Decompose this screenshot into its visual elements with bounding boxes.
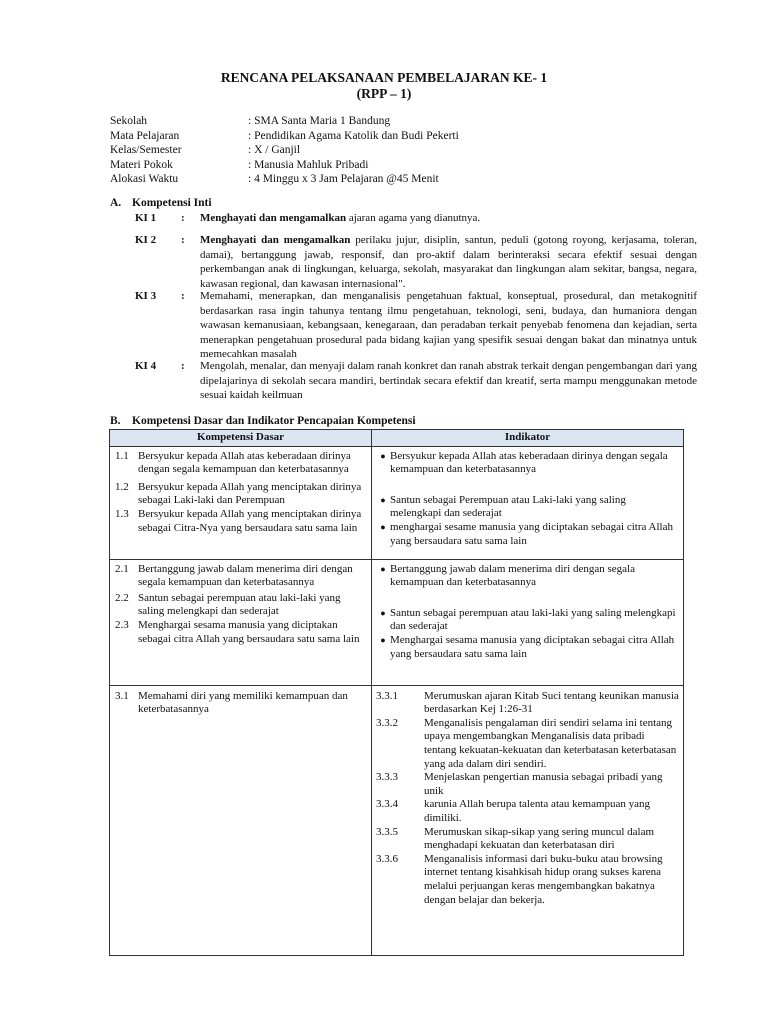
column-header-kompetensi-dasar: Kompetensi Dasar bbox=[110, 430, 372, 447]
kd-text: Bertanggung jawab dalam menerima diri dengan segala kemampuan dan keterbatasannya bbox=[138, 562, 353, 589]
info-row-materi-pokok bbox=[110, 158, 459, 173]
indikator-item bbox=[376, 563, 679, 590]
indikator-number: 3.3.6 bbox=[376, 852, 398, 865]
info-row-sekolah bbox=[110, 114, 459, 129]
info-value: : SMA Santa Maria 1 Bandung bbox=[248, 115, 391, 127]
info-row-kelas-semester bbox=[110, 143, 459, 158]
section-b-heading bbox=[110, 415, 416, 427]
indikator-number: 3.3.4 bbox=[376, 798, 398, 811]
ki-body-text: perilaku jujur, disiplin, santun, peduli (gotong royong, kerjasama, toleran, damai), bertanggung jawab, responsif, dan pro-aktif dalam berinteraksi secara efektif sesuai dengan perkembangan anak di lingkungan, keluarga, sekolah, masyarakat dan lingkungan alam sekitar, bangsa, negara, kawasan regional, dan kawasan internasional". bbox=[200, 234, 697, 290]
info-value: : Manusia Mahluk Pribadi bbox=[248, 158, 369, 171]
info-label: Alokasi Waktu bbox=[110, 173, 179, 186]
kd-number: 2.3 bbox=[115, 618, 129, 631]
indikator-item bbox=[376, 717, 679, 771]
indikator-text: Menganalisis pengalaman diri sendiri selama ini tentang upaya mengembangkan Menganalisis data pribadi tentang kekuatan-kekuatan dan keterbatasan keterbatasan yang ada dalam diri sendiri. bbox=[424, 716, 677, 770]
info-label: Materi Pokok bbox=[110, 158, 173, 171]
indikator-cell bbox=[372, 685, 684, 955]
kd-text: Bersyukur kepada Allah yang menciptakan dirinya sebagai Laki-laki dan Perempuan bbox=[138, 480, 362, 507]
ki-bold-text: Menghayati dan mengamalkan bbox=[200, 234, 351, 246]
indikator-text: Merumuskan ajaran Kitab Suci tentang keunikan manusia berdasarkan Kej 1:26-31 bbox=[424, 689, 679, 716]
indikator-cell bbox=[372, 559, 684, 685]
kd-text: Memahami diri yang memiliki kemampuan dan keterbatasannya bbox=[138, 689, 348, 716]
indikator-item bbox=[376, 771, 679, 798]
info-row-mata-pelajaran bbox=[110, 129, 459, 144]
kd-item bbox=[115, 563, 367, 590]
kd-number: 3.1 bbox=[115, 689, 129, 702]
kompetensi-table bbox=[109, 429, 684, 956]
indikator-item bbox=[376, 826, 679, 853]
document-title: RENCANA PELAKSANAAN PEMBELAJARAN KE- 1 bbox=[220, 70, 548, 85]
kd-number: 2.1 bbox=[115, 562, 129, 575]
ki-item-4 bbox=[135, 359, 697, 403]
indikator-text: Santun sebagai perempuan atau laki-laki yang saling melengkapi dan sederajat bbox=[390, 606, 676, 633]
info-value: : X / Ganjil bbox=[248, 144, 301, 157]
info-value: : 4 Minggu x 3 Jam Pelajaran @45 Menit bbox=[248, 173, 439, 186]
table-header-row bbox=[110, 430, 684, 447]
indikator-text: Menjelaskan pengertian manusia sebagai pribadi yang unik bbox=[424, 771, 663, 797]
ki-code: KI 1 bbox=[135, 212, 157, 224]
indikator-number: 3.3.1 bbox=[376, 689, 398, 702]
document-subtitle: (RPP – 1) bbox=[356, 86, 412, 101]
info-value: : Pendidikan Agama Katolik dan Budi Pekerti bbox=[248, 129, 459, 142]
info-row-alokasi-waktu bbox=[110, 172, 459, 187]
ki-text: Mengolah, menalar, dan menyaji dalam ranah konkret dan ranah abstrak terkait dengan pengembangan dari yang dipelajarinya di sekolah secara mandiri, bertindak secara efektif dan kreatif, serta mampu menggunakan metode sesuai kaidah keilmuan bbox=[200, 360, 697, 402]
ki-colon: : bbox=[181, 360, 185, 372]
ki-item-1 bbox=[135, 211, 697, 226]
ki-text: Memahami, menerapkan, dan menganalisis pengetahuan faktual, konseptual, prosedural, dan metakognitif berdasarkan rasa ingin tahunya tentang ilmu pengetahuan, teknologi, seni, budaya, dan humaniora dengan wawasan kemanusiaan, kebangsaan, kenegaraan, dan peradaban terkait penyebab fenomena dan kejadian, serta menerapkan pengetahuan prosedural pada bidang kajian yang spesifik sesuai dengan bakat dan minatnya untuk memecahkan masalah bbox=[200, 290, 697, 361]
indikator-text: karunia Allah berupa talenta atau kemampuan yang dimiliki. bbox=[424, 798, 651, 824]
section-letter: B. bbox=[110, 415, 121, 427]
indikator-number: 3.3.5 bbox=[376, 825, 398, 838]
bullet-icon: ● bbox=[380, 450, 386, 461]
section-title: Kompetensi Inti bbox=[132, 197, 212, 209]
ki-code: KI 4 bbox=[135, 360, 157, 372]
ki-code: KI 2 bbox=[135, 234, 157, 246]
kd-number: 2.2 bbox=[115, 591, 129, 604]
kd-item bbox=[115, 619, 367, 646]
indikator-text: Santun sebagai Perempuan atau Laki-laki yang saling melengkapi dan sederajat bbox=[390, 493, 626, 520]
kd-text: Menghargai sesama manusia yang diciptakan sebagai citra Allah yang bersaudara satu sama lain bbox=[138, 618, 360, 645]
indikator-item bbox=[376, 798, 679, 825]
indikator-text: Bertanggung jawab dalam menerima diri dengan segala kemampuan dan keterbatasannya bbox=[390, 562, 635, 589]
indikator-item bbox=[376, 853, 679, 907]
kd-text: Santun sebagai perempuan atau laki-laki yang saling melengkapi dan sederajat bbox=[138, 591, 341, 618]
ki-bold-text: Menghayati dan mengamalkan bbox=[200, 212, 347, 224]
indikator-text: Merumuskan sikap-sikap yang sering muncul dalam menghadapi kekuatan dan keterbatasan diri bbox=[424, 825, 655, 852]
bullet-icon: ● bbox=[380, 607, 386, 618]
section-a-heading bbox=[110, 197, 212, 209]
bullet-icon: ● bbox=[380, 634, 386, 645]
ki-item-3 bbox=[135, 289, 697, 362]
info-label: Sekolah bbox=[110, 115, 148, 127]
indikator-item bbox=[376, 634, 679, 661]
table-row bbox=[110, 446, 684, 559]
info-label: Mata Pelajaran bbox=[110, 129, 180, 142]
indikator-item bbox=[376, 690, 679, 717]
kd-item bbox=[115, 450, 367, 477]
indikator-text: Menganalisis informasi dari buku-buku atau browsing internet tentang kisahkisah hidup orang sukses karena melalui perjuangan keras mengembangkan bakatnya dengan belajar dan bekerja. bbox=[424, 852, 663, 906]
ki-code: KI 3 bbox=[135, 290, 157, 302]
kd-item bbox=[115, 690, 367, 717]
indikator-number: 3.3.3 bbox=[376, 771, 398, 784]
indikator-cell bbox=[372, 446, 684, 559]
ki-colon: : bbox=[181, 290, 185, 302]
table-row bbox=[110, 559, 684, 685]
ki-text bbox=[200, 233, 697, 291]
kd-cell bbox=[110, 446, 372, 559]
kd-item bbox=[115, 481, 367, 508]
kd-text: Bersyukur kepada Allah atas keberadaan dirinya dengan segala kemampuan dan keterbatasannya bbox=[138, 449, 351, 476]
section-letter: A. bbox=[110, 197, 122, 209]
bullet-icon: ● bbox=[380, 494, 386, 505]
bullet-icon: ● bbox=[380, 563, 386, 574]
kd-number: 1.3 bbox=[115, 507, 129, 520]
kd-cell bbox=[110, 685, 372, 955]
indikator-text: Menghargai sesama manusia yang diciptakan sebagai citra Allah yang bersaudara satu sama lain bbox=[390, 633, 675, 660]
indikator-item bbox=[376, 607, 679, 634]
section-title: Kompetensi Dasar dan Indikator Pencapaian Kompetensi bbox=[132, 415, 416, 427]
kd-number: 1.1 bbox=[115, 449, 129, 462]
indikator-item bbox=[376, 494, 679, 521]
info-label: Kelas/Semester bbox=[110, 144, 182, 157]
indikator-text: menghargai sesame manusia yang diciptakan sebagai citra Allah yang bersaudara satu sama lain bbox=[390, 520, 673, 547]
kd-item bbox=[115, 508, 367, 535]
kd-cell bbox=[110, 559, 372, 685]
indikator-number: 3.3.2 bbox=[376, 716, 398, 729]
table-row bbox=[110, 685, 684, 955]
identity-block bbox=[110, 114, 459, 187]
ki-item-2 bbox=[135, 233, 697, 291]
ki-text bbox=[200, 211, 697, 226]
kd-item bbox=[115, 592, 367, 619]
bullet-icon: ● bbox=[380, 521, 386, 532]
kd-number: 1.2 bbox=[115, 480, 129, 493]
ki-body-text: ajaran agama yang dianutnya. bbox=[346, 212, 481, 224]
indikator-text: Bersyukur kepada Allah atas keberadaan dirinya dengan segala kemampuan dan keterbatasannya bbox=[390, 449, 668, 476]
indikator-item bbox=[376, 521, 679, 548]
ki-colon: : bbox=[181, 212, 185, 224]
indikator-item bbox=[376, 450, 679, 477]
column-header-indikator: Indikator bbox=[372, 430, 684, 447]
kd-text: Bersyukur kepada Allah yang menciptakan dirinya sebagai Citra-Nya yang bersaudara satu sama lain bbox=[138, 507, 362, 534]
ki-colon: : bbox=[181, 234, 185, 246]
